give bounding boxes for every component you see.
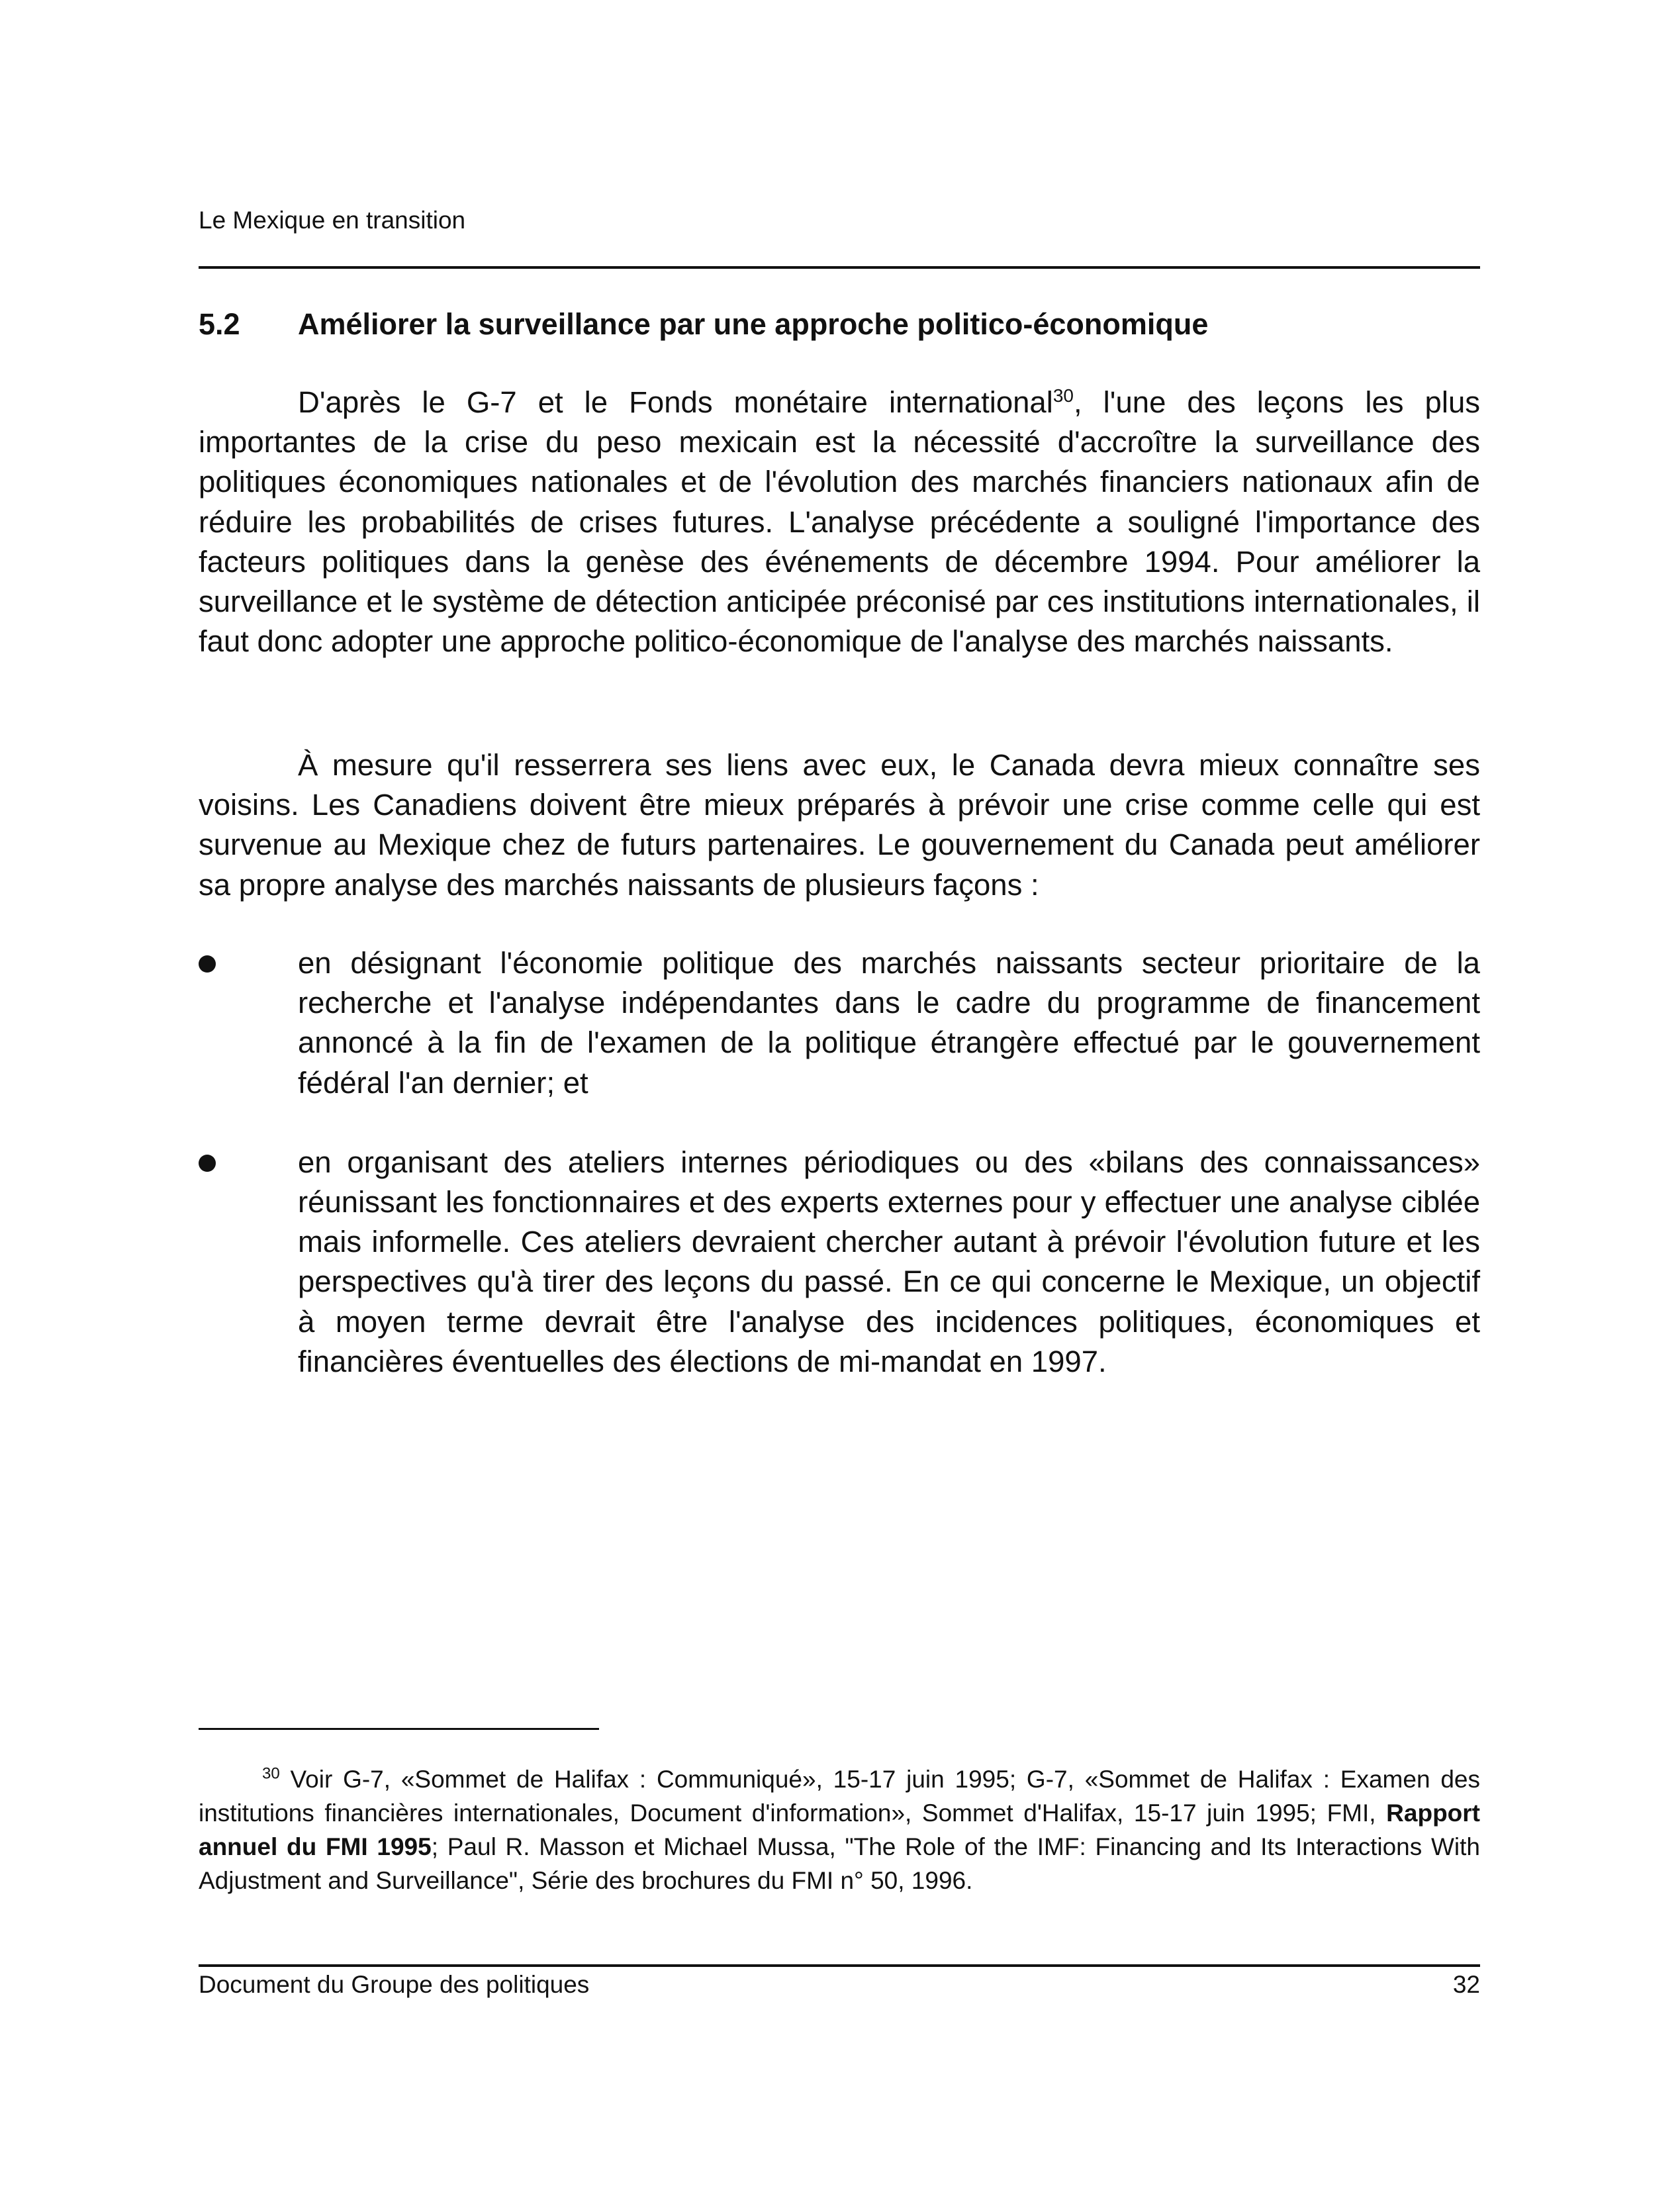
- footer-title: Document du Groupe des politiques: [199, 1971, 590, 1998]
- paragraph-1: [199, 383, 1480, 661]
- footnote-emphasis: Rapport annuel du FMI 1995: [199, 1799, 1480, 1860]
- footnote-reference: 30: [1052, 385, 1074, 406]
- header-rule: [199, 266, 1480, 269]
- recommendation-list: [199, 943, 1480, 1382]
- bullet-icon: [199, 1155, 216, 1172]
- section-heading: [199, 306, 1208, 343]
- page-number: 32: [1452, 1971, 1480, 1998]
- list-item-text: en organisant des ateliers internes périodiques ou des «bilans des connaissances» réunissant les fonctionnaires et des experts externes pour y effectuer une analyse ciblée mais informelle. Ces ateliers devraient chercher autant à prévoir l'évolution future et les perspectives qu'à tirer des leçons du passé. En ce qui concerne le Mexique, un objectif à moyen terme devrait être l'analyse des incidences politiques, économiques et financières éventuelles des élections de mi-mandat en 1997.: [298, 1145, 1480, 1378]
- list-item: [199, 943, 1480, 1103]
- list-item-text: en désignant l'économie politique des marchés naissants secteur prioritaire de la recherche et l'analyse indépendantes dans le cadre du programme de financement annoncé à la fin de l'examen de la politique étrangère effectué par le gouvernement fédéral l'an dernier; et: [298, 946, 1480, 1100]
- paragraph-1-text-rest: , l'une des leçons les plus importantes de la crise du peso mexicain est la nécessité d'accroître la surveillance des politiques économiques nationales et de l'évolution des marchés financiers nationaux afin de réduire les probabilités de crises futures. L'analyse précédente a souligné l'importance des facteurs politiques dans la genèse des événements de décembre 1994. Pour améliorer la surveillance et le système de détection anticipée préconisé par ces institutions internationales, il faut donc adopter une approche politico-économique de l'analyse des marchés naissants.: [199, 385, 1480, 659]
- footer-rule: [199, 1964, 1480, 1967]
- footnote-text-start: Voir G-7, «Sommet de Halifax : Communiqué», 15-17 juin 1995; G-7, «Sommet de Halifax : Examen des institutions financières internationales, Document d'information», Sommet d'Halifax, 15-17 juin 1995; FMI,: [199, 1766, 1480, 1827]
- running-header: Le Mexique en transition: [199, 207, 466, 234]
- footnote: [199, 1762, 1480, 1897]
- paragraph-1-text-start: D'après le G-7 et le Fonds monétaire international: [298, 385, 1053, 419]
- footnote-separator: [199, 1728, 599, 1730]
- footnote-number: 30: [262, 1764, 280, 1783]
- footnote-text-end: ; Paul R. Masson et Michael Mussa, "The Role of the IMF: Financing and Its Interactions With Adjustment and Surveillance", Série des brochures du FMI n° 50, 1996.: [199, 1833, 1480, 1894]
- section-title: Améliorer la surveillance par une approche politico-économique: [298, 307, 1209, 341]
- paragraph-2-text: À mesure qu'il resserrera ses liens avec eux, le Canada devra mieux connaître ses voisins. Les Canadiens doivent être mieux préparés à prévoir une crise comme celle qui est survenue au Mexique chez de futurs partenaires. Le gouvernement du Canada peut améliorer sa propre analyse des marchés naissants de plusieurs façons :: [199, 748, 1480, 902]
- section-number: 5.2: [199, 307, 240, 341]
- bullet-icon: [199, 955, 216, 973]
- paragraph-2: [199, 745, 1480, 905]
- list-item: [199, 1143, 1480, 1382]
